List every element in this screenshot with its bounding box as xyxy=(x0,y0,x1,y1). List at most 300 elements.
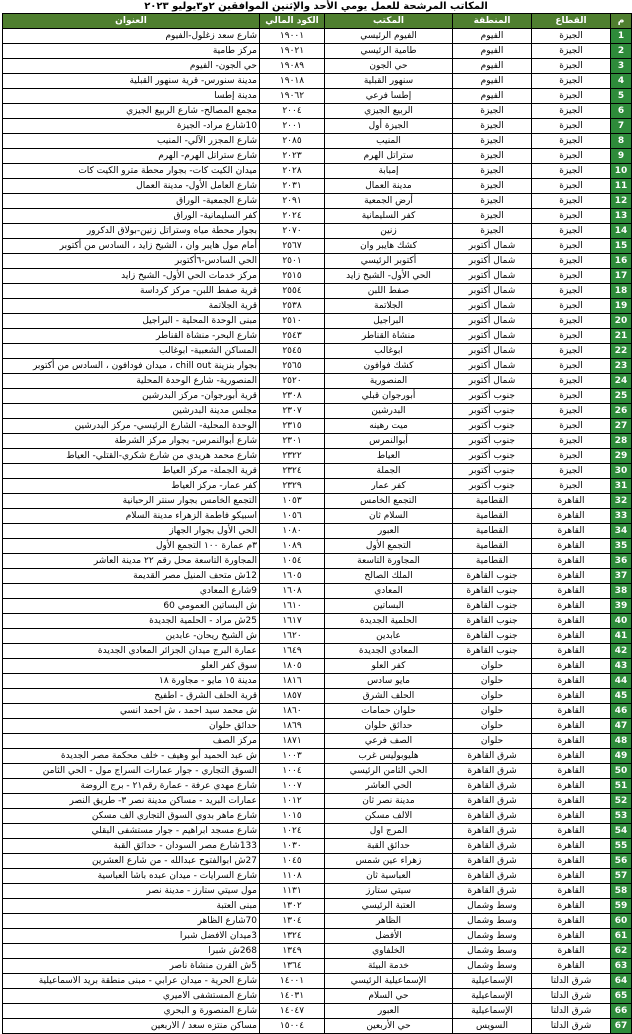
table-row xyxy=(3,464,632,479)
sector-cell: القاهرة xyxy=(532,824,611,839)
code-cell: ١١٠٨ xyxy=(260,869,325,884)
row-number: 51 xyxy=(611,779,632,794)
code-cell: ١٩٠٠١ xyxy=(260,29,325,44)
region-cell: شمال أكتوبر xyxy=(453,329,532,344)
table-row xyxy=(3,74,632,89)
table-row xyxy=(3,254,632,269)
address-cell: شارع ستراتل الهرم- الهرم xyxy=(3,149,260,164)
office-cell: زنين xyxy=(325,224,453,239)
region-cell: جنوب القاهرة xyxy=(453,599,532,614)
table-row xyxy=(3,569,632,584)
address-cell: مركز خدمات الحي الأول- الشيخ زايد xyxy=(3,269,260,284)
row-number: 46 xyxy=(611,704,632,719)
region-cell: شرق القاهرة xyxy=(453,809,532,824)
office-cell: الإسماعيلية الرئيسي xyxy=(325,974,453,989)
office-cell: الحلمية الجديدة xyxy=(325,614,453,629)
code-cell: ١٠٠٧ xyxy=(260,779,325,794)
code-cell: ٢٣٠١ xyxy=(260,434,325,449)
office-cell: الالف مسكن xyxy=(325,809,453,824)
sector-cell: القاهرة xyxy=(532,509,611,524)
office-cell: إمبابة xyxy=(325,164,453,179)
region-cell: الفيوم xyxy=(453,59,532,74)
office-cell: هليوبوليس غرب xyxy=(325,749,453,764)
table-row xyxy=(3,374,632,389)
sector-cell: الجيزة xyxy=(532,344,611,359)
office-cell: حي الأربعين xyxy=(325,1019,453,1034)
sector-cell: شرق الدلتا xyxy=(532,974,611,989)
header-num: م xyxy=(611,14,632,29)
row-number: 59 xyxy=(611,899,632,914)
office-cell: البراجيل xyxy=(325,314,453,329)
row-number: 2 xyxy=(611,44,632,59)
sector-cell: القاهرة xyxy=(532,764,611,779)
sector-cell: شرق الدلتا xyxy=(532,1019,611,1034)
row-number: 44 xyxy=(611,674,632,689)
sector-cell: القاهرة xyxy=(532,914,611,929)
code-cell: ١٦١٠ xyxy=(260,599,325,614)
region-cell: شرق القاهرة xyxy=(453,794,532,809)
table-row xyxy=(3,974,632,989)
address-cell: سوق كفر العلو xyxy=(3,659,260,674)
address-cell: مساكن منتزه سعد / الاربعين xyxy=(3,1019,260,1034)
office-cell: المجاورة التاسعة xyxy=(325,554,453,569)
code-cell: ٢٣٢٩ xyxy=(260,479,325,494)
region-cell: حلوان xyxy=(453,674,532,689)
address-cell: قرية الجملة- مركز العياط xyxy=(3,464,260,479)
code-cell: ٢٥٢٠ xyxy=(260,374,325,389)
address-cell: ٣م عمارة ١٠٠ التجمع الأول xyxy=(3,539,260,554)
offices-table xyxy=(2,13,632,1034)
office-cell: التجمع الخامس xyxy=(325,494,453,509)
region-cell: القطامية xyxy=(453,554,532,569)
address-cell: شارع أبوالنمرس- بجوار مركز الشرطة xyxy=(3,434,260,449)
table-row xyxy=(3,899,632,914)
header-sector: القطاع xyxy=(532,14,611,29)
office-cell: أبورجوان قبلي xyxy=(325,389,453,404)
sector-cell: الجيزة xyxy=(532,74,611,89)
table-row xyxy=(3,614,632,629)
code-cell: ٢٥٦٥ xyxy=(260,359,325,374)
table-row xyxy=(3,869,632,884)
region-cell: الجيزة xyxy=(453,224,532,239)
code-cell: ١٨١٦ xyxy=(260,674,325,689)
table-row xyxy=(3,59,632,74)
office-cell: حدائق حلوان xyxy=(325,719,453,734)
region-cell: الجيزة xyxy=(453,104,532,119)
address-cell: التجمع الخامس بجوار سنتر الرحبانية xyxy=(3,494,260,509)
sector-cell: القاهرة xyxy=(532,944,611,959)
code-cell: ٢٥١٠ xyxy=(260,314,325,329)
code-cell: ٢٣٠٧ xyxy=(260,404,325,419)
row-number: 21 xyxy=(611,329,632,344)
address-cell: ش البساتين العمومي 60 xyxy=(3,599,260,614)
address-cell: قرية صفط اللبن- مركز كرداسة xyxy=(3,284,260,299)
address-cell: شارع المجزر الآلي- المنيب xyxy=(3,134,260,149)
region-cell: القطامية xyxy=(453,539,532,554)
office-cell: أبوالنمرس xyxy=(325,434,453,449)
region-cell: حلوان xyxy=(453,734,532,749)
table-row xyxy=(3,299,632,314)
code-cell: ١٣٢٤ xyxy=(260,929,325,944)
region-cell: الجيزة xyxy=(453,164,532,179)
office-cell: الفيوم الرئيسي xyxy=(325,29,453,44)
table-row xyxy=(3,644,632,659)
code-cell: ٢٠٢٨ xyxy=(260,164,325,179)
office-cell: التجمع الأول xyxy=(325,539,453,554)
sector-cell: الجيزة xyxy=(532,104,611,119)
row-number: 55 xyxy=(611,839,632,854)
office-cell: حلوان حمامات xyxy=(325,704,453,719)
code-cell: ١٨٠٥ xyxy=(260,659,325,674)
address-cell: الحي السادس-٦أكتوبر xyxy=(3,254,260,269)
code-cell: ١٤٠٤٧ xyxy=(260,1004,325,1019)
code-cell: ١٠٠٤ xyxy=(260,764,325,779)
office-cell: صفط اللبن xyxy=(325,284,453,299)
code-cell: ١٤٠٠١ xyxy=(260,974,325,989)
row-number: 4 xyxy=(611,74,632,89)
code-cell: ٢٠٨٥ xyxy=(260,134,325,149)
address-cell: المجاورة التاسعة محل رقم ٢٢ مدينة العاشر xyxy=(3,554,260,569)
table-row xyxy=(3,479,632,494)
office-cell: الظاهر xyxy=(325,914,453,929)
code-cell: ١٦٠٥ xyxy=(260,569,325,584)
address-cell: حدائق حلوان xyxy=(3,719,260,734)
table-row xyxy=(3,629,632,644)
sector-cell: الجيزة xyxy=(532,59,611,74)
region-cell: جنوب أكتوبر xyxy=(453,404,532,419)
office-cell: ستراتل الهرم xyxy=(325,149,453,164)
table-row xyxy=(3,584,632,599)
row-number: 29 xyxy=(611,449,632,464)
row-number: 18 xyxy=(611,284,632,299)
sector-cell: القاهرة xyxy=(532,704,611,719)
code-cell: ١٦٤٩ xyxy=(260,644,325,659)
row-number: 31 xyxy=(611,479,632,494)
office-cell: زهراء عين شمس xyxy=(325,854,453,869)
office-cell: المعادي الجديدة xyxy=(325,644,453,659)
office-cell: الأفضل xyxy=(325,929,453,944)
table-row xyxy=(3,449,632,464)
code-cell: ٢٠٢٤ xyxy=(260,209,325,224)
region-cell: وسط وشمال xyxy=(453,959,532,974)
table-row xyxy=(3,419,632,434)
code-cell: ١٩٠٨٩ xyxy=(260,59,325,74)
region-cell: الإسماعيلية xyxy=(453,974,532,989)
office-cell: الحي العاشر xyxy=(325,779,453,794)
sector-cell: شرق الدلتا xyxy=(532,989,611,1004)
address-cell: عمارة البرج ميدان الجزائر المعادي الجديدة xyxy=(3,644,260,659)
sector-cell: شرق الدلتا xyxy=(532,1004,611,1019)
code-cell: ٢٥٤٣ xyxy=(260,329,325,344)
table-row xyxy=(3,554,632,569)
address-cell: شارع ماهر بدوي السوق التجاري الف مسكن xyxy=(3,809,260,824)
table-row xyxy=(3,929,632,944)
address-cell: 25ش مراد - الحلمية الجديدة xyxy=(3,614,260,629)
office-cell: أكتوبر الرئيسي xyxy=(325,254,453,269)
address-cell: 9شارع المعادي xyxy=(3,584,260,599)
address-cell: أمام مول هايبر وان ، الشيخ زايد ، السادس من أكتوبر xyxy=(3,239,260,254)
table-row xyxy=(3,359,632,374)
region-cell: شمال أكتوبر xyxy=(453,374,532,389)
region-cell: جنوب أكتوبر xyxy=(453,449,532,464)
office-cell: العبور xyxy=(325,1004,453,1019)
region-cell: جنوب القاهرة xyxy=(453,629,532,644)
sector-cell: القاهرة xyxy=(532,959,611,974)
table-header-row xyxy=(3,14,632,29)
row-number: 42 xyxy=(611,644,632,659)
row-number: 43 xyxy=(611,659,632,674)
sector-cell: القاهرة xyxy=(532,884,611,899)
office-cell: البدرشين xyxy=(325,404,453,419)
code-cell: ١٨٧١ xyxy=(260,734,325,749)
address-cell: الحي الأول بجوار الجهاز xyxy=(3,524,260,539)
table-row xyxy=(3,89,632,104)
region-cell: القطامية xyxy=(453,524,532,539)
table-row xyxy=(3,959,632,974)
sector-cell: الجيزة xyxy=(532,164,611,179)
address-cell: شارع البحر- منشاة القناطر xyxy=(3,329,260,344)
region-cell: شرق القاهرة xyxy=(453,884,532,899)
row-number: 26 xyxy=(611,404,632,419)
address-cell: كفر السليمانية- الوراق xyxy=(3,209,260,224)
code-cell: ٢٣١٥ xyxy=(260,419,325,434)
sector-cell: الجيزة xyxy=(532,194,611,209)
address-cell: المنصورية- شارع الوحدة المحلية xyxy=(3,374,260,389)
code-cell: ٢٣٠٨ xyxy=(260,389,325,404)
address-cell: شارع مسجد ابراهيم - جوار مستشفى البقلي xyxy=(3,824,260,839)
region-cell: الجيزة xyxy=(453,149,532,164)
region-cell: حلوان xyxy=(453,659,532,674)
sector-cell: القاهرة xyxy=(532,569,611,584)
table-row xyxy=(3,194,632,209)
office-cell: الحلف الشرق xyxy=(325,689,453,704)
table-row xyxy=(3,689,632,704)
sector-cell: الجيزة xyxy=(532,269,611,284)
sector-cell: الجيزة xyxy=(532,29,611,44)
sector-cell: الجيزة xyxy=(532,314,611,329)
row-number: 41 xyxy=(611,629,632,644)
region-cell: شرق القاهرة xyxy=(453,869,532,884)
table-row xyxy=(3,509,632,524)
address-cell: كفر عمار- مركز العياط xyxy=(3,479,260,494)
address-cell: مركز الصف xyxy=(3,734,260,749)
sector-cell: القاهرة xyxy=(532,599,611,614)
region-cell: وسط وشمال xyxy=(453,929,532,944)
office-cell: الجملة xyxy=(325,464,453,479)
address-cell: ش الشيخ ريحان- عابدين xyxy=(3,629,260,644)
row-number: 60 xyxy=(611,914,632,929)
region-cell: حلوان xyxy=(453,689,532,704)
sector-cell: الجيزة xyxy=(532,284,611,299)
office-cell: منشاة القناطر xyxy=(325,329,453,344)
address-cell: المساكن الشعبية- ابوغالب xyxy=(3,344,260,359)
address-cell: شارع مهدي عرفة - عمارة رقم٢١ - برج الروضة xyxy=(3,779,260,794)
code-cell: ١٩٠٦٢ xyxy=(260,89,325,104)
code-cell: ١٠٥٦ xyxy=(260,509,325,524)
row-number: 24 xyxy=(611,374,632,389)
code-cell: ١٣٠٤ xyxy=(260,914,325,929)
sector-cell: القاهرة xyxy=(532,869,611,884)
row-number: 1 xyxy=(611,29,632,44)
table-row xyxy=(3,704,632,719)
office-cell: الحي الثامن الرئيسي xyxy=(325,764,453,779)
office-cell: كفر عمار xyxy=(325,479,453,494)
office-cell: كشك هايبر وان xyxy=(325,239,453,254)
code-cell: ١٥٠٠٤ xyxy=(260,1019,325,1034)
table-row xyxy=(3,719,632,734)
office-cell: حي السلام xyxy=(325,989,453,1004)
row-number: 63 xyxy=(611,959,632,974)
office-cell: ابوغالب xyxy=(325,344,453,359)
table-row xyxy=(3,914,632,929)
row-number: 67 xyxy=(611,1019,632,1034)
address-cell: عمارات البريد - مساكن مدينة نصر ٣- طريق النصر xyxy=(3,794,260,809)
region-cell: جنوب أكتوبر xyxy=(453,434,532,449)
sector-cell: القاهرة xyxy=(532,839,611,854)
row-number: 58 xyxy=(611,884,632,899)
table-row xyxy=(3,989,632,1004)
region-cell: الجيزة xyxy=(453,194,532,209)
table-row xyxy=(3,209,632,224)
region-cell: جنوب أكتوبر xyxy=(453,389,532,404)
region-cell: الإسماعيلية xyxy=(453,1004,532,1019)
office-cell: خدمة البيئة xyxy=(325,959,453,974)
region-cell: شرق القاهرة xyxy=(453,854,532,869)
row-number: 35 xyxy=(611,539,632,554)
code-cell: ٢٠٠١ xyxy=(260,119,325,134)
page-title: المكاتب المرشحة للعمل يومي الأحد والإثنين الموافقين ٢و٣يوليو ٢٠٢٣ xyxy=(144,1,488,12)
region-cell: شرق القاهرة xyxy=(453,779,532,794)
code-cell: ١٨٦٩ xyxy=(260,719,325,734)
address-cell: الوحدة المحلية- الشارع الرئيسي- مركز البدرشين xyxy=(3,419,260,434)
table-row xyxy=(3,344,632,359)
table-row xyxy=(3,44,632,59)
row-number: 9 xyxy=(611,149,632,164)
row-number: 66 xyxy=(611,1004,632,1019)
table-row xyxy=(3,764,632,779)
header-address: العنوان xyxy=(3,14,260,29)
table-row xyxy=(3,734,632,749)
region-cell: القطامية xyxy=(453,509,532,524)
region-cell: شرق القاهرة xyxy=(453,824,532,839)
row-number: 62 xyxy=(611,944,632,959)
office-cell: الصف فرعي xyxy=(325,734,453,749)
office-cell: كفر العلو xyxy=(325,659,453,674)
table-row xyxy=(3,944,632,959)
office-cell: العبور xyxy=(325,524,453,539)
region-cell: شرق القاهرة xyxy=(453,764,532,779)
sector-cell: الجيزة xyxy=(532,359,611,374)
address-cell: شارع الجمعية- الوراق xyxy=(3,194,260,209)
office-cell: سنهور القبلية xyxy=(325,74,453,89)
region-cell: الإسماعيلية xyxy=(453,989,532,1004)
table-row xyxy=(3,494,632,509)
office-cell: المرج اول xyxy=(325,824,453,839)
region-cell: شمال أكتوبر xyxy=(453,314,532,329)
row-number: 37 xyxy=(611,569,632,584)
table-row xyxy=(3,524,632,539)
row-number: 61 xyxy=(611,929,632,944)
row-number: 48 xyxy=(611,734,632,749)
code-cell: ١٠١٥ xyxy=(260,809,325,824)
region-cell: شمال أكتوبر xyxy=(453,284,532,299)
table-row xyxy=(3,599,632,614)
address-cell: شارع العامل الأول- مدينة العمال xyxy=(3,179,260,194)
table-row xyxy=(3,269,632,284)
office-cell: حي الجون xyxy=(325,59,453,74)
code-cell: ٢٠٠٤ xyxy=(260,104,325,119)
region-cell: جنوب أكتوبر xyxy=(453,479,532,494)
table-row xyxy=(3,179,632,194)
row-number: 54 xyxy=(611,824,632,839)
header-office: المكتب xyxy=(325,14,453,29)
sector-cell: الجيزة xyxy=(532,299,611,314)
region-cell: جنوب القاهرة xyxy=(453,569,532,584)
office-cell: البساتين xyxy=(325,599,453,614)
code-cell: ١٠٣٠ xyxy=(260,839,325,854)
sector-cell: القاهرة xyxy=(532,554,611,569)
table-row xyxy=(3,104,632,119)
header-region: المنطقة xyxy=(453,14,532,29)
row-number: 49 xyxy=(611,749,632,764)
code-cell: ٢٥٦٧ xyxy=(260,239,325,254)
code-cell: ١٣٠٢ xyxy=(260,899,325,914)
sector-cell: الجيزة xyxy=(532,464,611,479)
row-number: 50 xyxy=(611,764,632,779)
address-cell: ش محمد سيد احمد ، ش احمد انسي xyxy=(3,704,260,719)
row-number: 11 xyxy=(611,179,632,194)
code-cell: ١٠٨٩ xyxy=(260,539,325,554)
row-number: 19 xyxy=(611,299,632,314)
row-number: 32 xyxy=(611,494,632,509)
sector-cell: الجيزة xyxy=(532,404,611,419)
office-cell: سيتي ستارز xyxy=(325,884,453,899)
region-cell: شمال أكتوبر xyxy=(453,239,532,254)
row-number: 57 xyxy=(611,869,632,884)
region-cell: القطامية xyxy=(453,494,532,509)
office-cell: إطسا فرعي xyxy=(325,89,453,104)
table-row xyxy=(3,659,632,674)
office-cell: الربيع الجيزي xyxy=(325,104,453,119)
sector-cell: القاهرة xyxy=(532,629,611,644)
row-number: 33 xyxy=(611,509,632,524)
region-cell: الجيزة xyxy=(453,179,532,194)
address-cell: مدينة إطسا xyxy=(3,89,260,104)
sector-cell: الجيزة xyxy=(532,374,611,389)
table-row xyxy=(3,749,632,764)
code-cell: ١٠٠٣ xyxy=(260,749,325,764)
office-cell: الجيزة أول xyxy=(325,119,453,134)
address-cell: ميدان الكيت كات- بجوار محطة مترو الكيت كات xyxy=(3,164,260,179)
office-cell: عابدين xyxy=(325,629,453,644)
row-number: 27 xyxy=(611,419,632,434)
sector-cell: القاهرة xyxy=(532,584,611,599)
code-cell: ٢٥٠١ xyxy=(260,254,325,269)
sector-cell: الجيزة xyxy=(532,479,611,494)
row-number: 3 xyxy=(611,59,632,74)
row-number: 25 xyxy=(611,389,632,404)
row-number: 13 xyxy=(611,209,632,224)
address-cell: مجمع المصالح- شارع الربيع الجيزي xyxy=(3,104,260,119)
row-number: 28 xyxy=(611,434,632,449)
sector-cell: الجيزة xyxy=(532,89,611,104)
region-cell: الجيزة xyxy=(453,209,532,224)
address-cell: مجلس مدينة البدرشين xyxy=(3,404,260,419)
address-cell: قرية الحلف الشرق - اطفيح xyxy=(3,689,260,704)
address-cell: شارع الحرية - ميدان عرابي - مبنى منطقة بريد الاسماعيلية xyxy=(3,974,260,989)
code-cell: ٢٠٣١ xyxy=(260,179,325,194)
office-cell: المعادي xyxy=(325,584,453,599)
